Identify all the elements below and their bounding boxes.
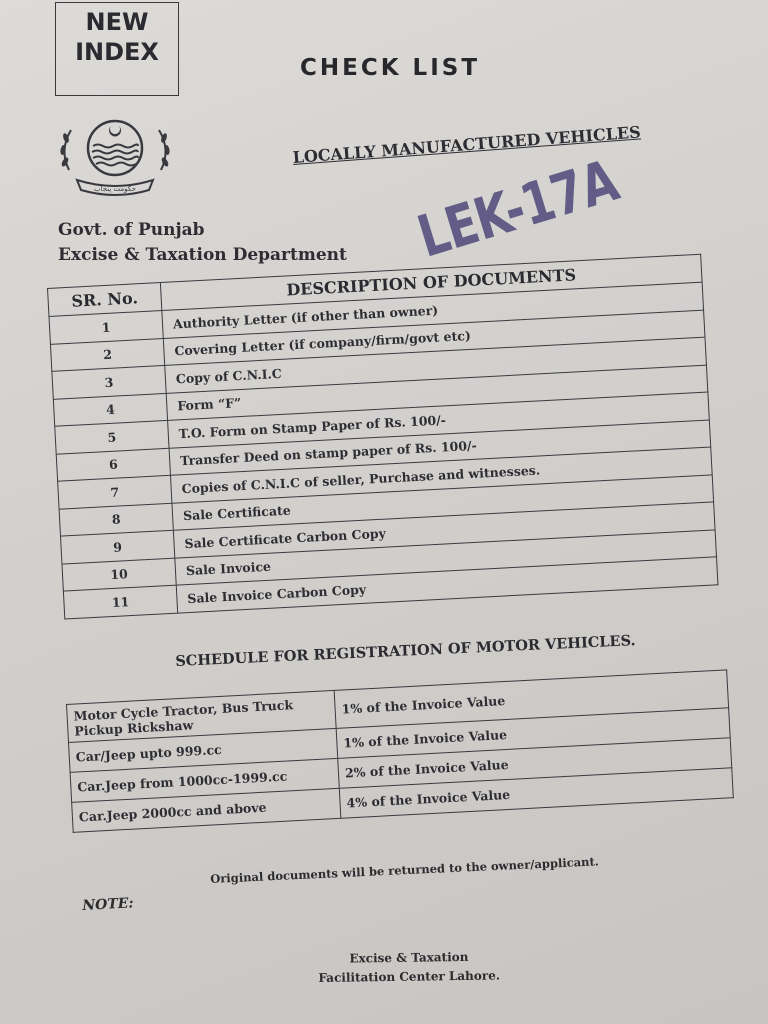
emblem-caption: حکومت پنجاب: [94, 185, 136, 193]
page-title: CHECK LIST: [300, 55, 481, 81]
punjab-emblem-icon: [55, 110, 175, 205]
sr-no-cell: 11: [63, 585, 177, 618]
document-description-cell: Authority Letter (if other than owner): [162, 282, 704, 338]
subtitle: LOCALLY MANUFACTURED VEHICLES: [292, 122, 642, 167]
description-header: DESCRIPTION OF DOCUMENTS: [160, 254, 702, 310]
document-description-cell: Form “F”: [166, 365, 708, 421]
documents-table: [47, 254, 718, 619]
tax-rate-cell: 4% of the Invoice Value: [339, 768, 733, 819]
sr-no-cell: 2: [50, 338, 164, 371]
vehicle-type-line: Pickup Rickshaw: [74, 716, 194, 739]
tax-rate-cell: 2% of the Invoice Value: [338, 738, 732, 789]
vehicle-type-line: Car/Jeep upto 999.cc: [75, 741, 223, 765]
sr-no-cell: 3: [52, 365, 166, 398]
vehicle-type-line: Car.Jeep from 1000cc-1999.cc: [76, 768, 288, 795]
document-description-cell: Sale Invoice: [175, 529, 717, 585]
document-description-cell: Sale Certificate: [172, 474, 714, 530]
document-description-cell: Copies of C.N.I.C of seller, Purchase and witnesses.: [170, 447, 712, 503]
note-text: Original documents will be returned to the owner/applicant.: [210, 854, 600, 886]
footer-line1: Excise & Taxation: [349, 949, 469, 966]
sr-no-cell: 10: [62, 558, 176, 591]
schedule-table: [66, 669, 734, 832]
sr-no-cell: 4: [53, 393, 167, 426]
department-line: Excise & Taxation Department: [58, 245, 347, 265]
sr-no-cell: 9: [61, 530, 175, 563]
new-index-line1: NEW: [85, 8, 149, 36]
new-index-line2: INDEX: [75, 38, 159, 66]
note-label: NOTE:: [82, 895, 135, 914]
department-block: [58, 218, 347, 268]
govt-line: Govt. of Punjab: [58, 220, 205, 240]
schedule-title: SCHEDULE FOR REGISTRATION OF MOTOR VEHICLES.: [175, 632, 636, 670]
vehicle-type-line: Car.Jeep 2000cc and above: [78, 799, 267, 825]
document-description-cell: Transfer Deed on stamp paper of Rs. 100/-: [169, 420, 711, 476]
sr-no-cell: 1: [49, 311, 163, 344]
vehicle-type-line: Motor Cycle Tractor, Bus Truck: [73, 696, 294, 724]
new-index-box: [55, 2, 179, 96]
sr-no-cell: 5: [55, 420, 169, 453]
sr-no-cell: 7: [58, 475, 172, 508]
document-description-cell: Sale Invoice Carbon Copy: [176, 557, 718, 613]
document-description-cell: Copy of C.N.I.C: [165, 337, 707, 393]
lek-stamp: LEK-17A: [410, 146, 625, 271]
footer-line2: Facilitation Center Lahore.: [318, 968, 501, 985]
tax-rate-cell: 1% of the Invoice Value: [336, 708, 730, 759]
sr-no-cell: 8: [59, 503, 173, 536]
footer-office: [318, 947, 500, 988]
sr-no-header: SR. No.: [48, 283, 162, 317]
sr-no-cell: 6: [56, 448, 170, 481]
document-description-cell: T.O. Form on Stamp Paper of Rs. 100/-: [168, 392, 710, 448]
document-description-cell: Sale Certificate Carbon Copy: [173, 502, 715, 558]
document-description-cell: Covering Letter (if company/firm/govt etc): [163, 310, 705, 366]
tax-rate-cell: 1% of the Invoice Value: [334, 670, 728, 729]
